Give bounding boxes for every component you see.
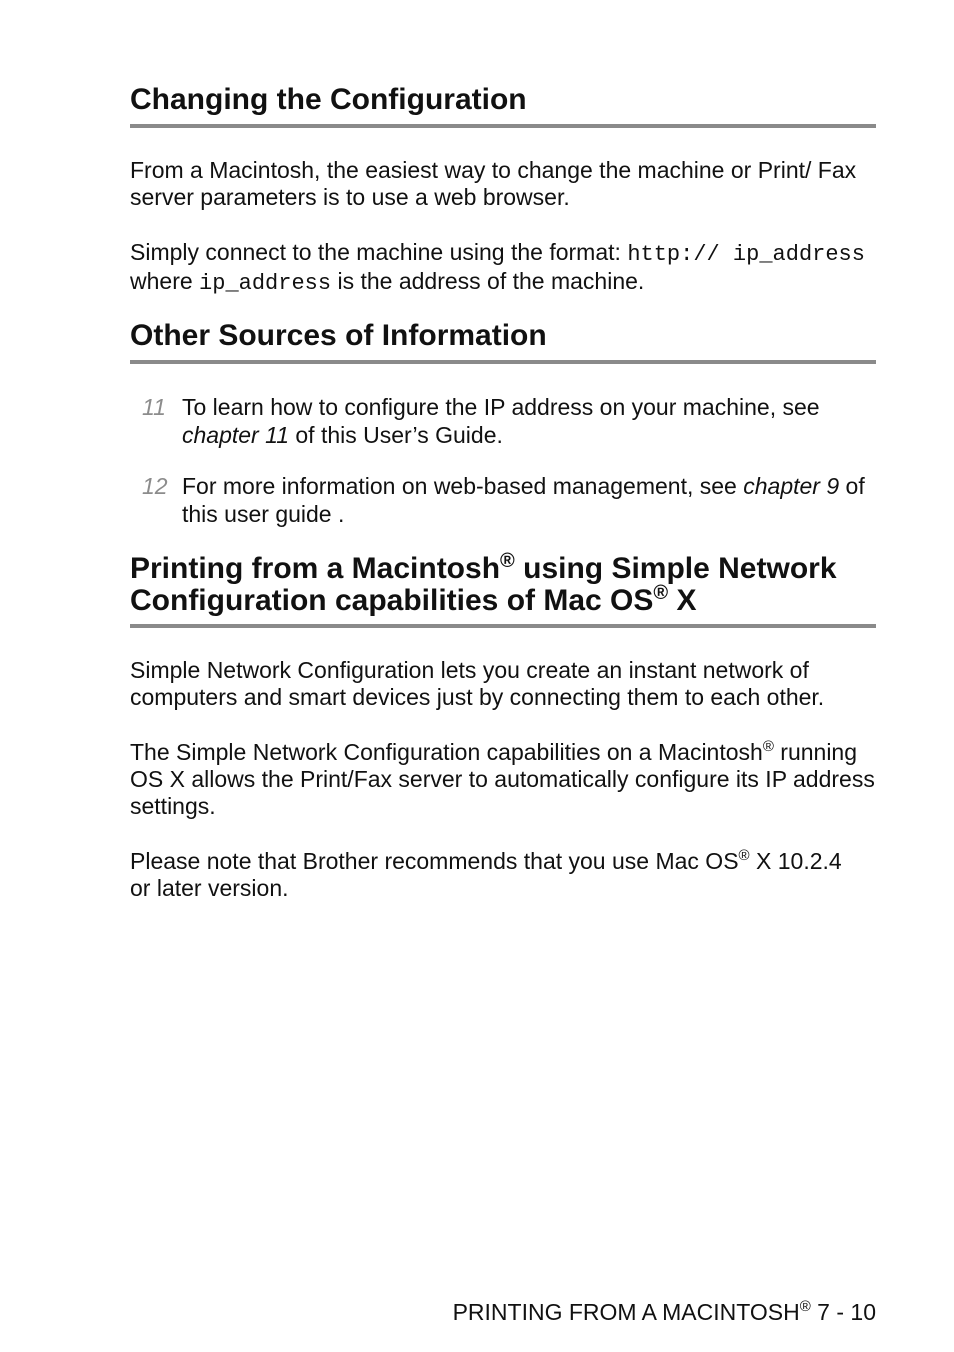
ip-address-code: ip_address bbox=[199, 271, 332, 296]
paragraph-capabilities bbox=[130, 739, 876, 820]
paragraph-web-browser bbox=[130, 157, 876, 211]
paragraph-text: running OS X allows the Print/Fax server to automatically configure its IP address settings. bbox=[130, 739, 875, 819]
paragraph-text: Please note that Brother recommends that you use Mac OS bbox=[130, 848, 739, 874]
paragraph-text: where bbox=[130, 268, 200, 294]
registered-mark: ® bbox=[799, 1298, 811, 1315]
chapter-reference: chapter 11 bbox=[182, 422, 289, 448]
step-text: of this User’s Guide. bbox=[288, 422, 503, 448]
step-item bbox=[130, 472, 876, 528]
paragraph-version-note bbox=[130, 848, 850, 902]
heading-text: X bbox=[668, 584, 697, 617]
registered-mark: ® bbox=[738, 847, 750, 864]
section-heading-other-sources: Other Sources of Information bbox=[130, 319, 547, 352]
heading-rule bbox=[130, 360, 876, 364]
paragraph-text: Simply connect to the machine using the format: bbox=[130, 239, 628, 265]
heading-text: using Simple Network Configuration capabilities of Mac OS bbox=[130, 552, 837, 617]
paragraph-text: Simple Network Configuration lets you create an instant network of computers and smart devices just by connecting them to each other. bbox=[130, 657, 825, 710]
footer-chapter-title: PRINTING FROM A MACINTOSH bbox=[452, 1299, 800, 1325]
paragraph-text: X 10.2.4 or later version. bbox=[130, 848, 842, 901]
heading-rule bbox=[130, 124, 876, 128]
step-text: of this user guide . bbox=[182, 473, 865, 527]
section-heading-printing-macintosh bbox=[130, 550, 876, 617]
heading-text: Printing from a Macintosh bbox=[130, 552, 501, 585]
paragraph-text: From a Macintosh, the easiest way to change the machine or Print/ Fax server parameters is to use a web browser. bbox=[130, 157, 857, 210]
registered-mark: ® bbox=[653, 582, 669, 604]
step-text: To learn how to configure the IP address on your machine, see bbox=[182, 394, 820, 420]
step-item bbox=[130, 393, 876, 449]
registered-mark: ® bbox=[500, 550, 515, 572]
registered-mark: ® bbox=[762, 738, 774, 755]
url-format: http:// ip_address bbox=[627, 242, 865, 267]
chapter-reference: chapter 9 bbox=[743, 473, 840, 499]
paragraph-text: is the address of the machine. bbox=[331, 268, 645, 294]
page-footer bbox=[453, 1298, 876, 1326]
step-text: For more information on web-based management, see bbox=[182, 473, 744, 499]
heading-rule bbox=[130, 624, 876, 628]
page-number: 7 - 10 bbox=[810, 1299, 876, 1325]
step-number: 11 bbox=[142, 394, 166, 420]
paragraph-text: The Simple Network Configuration capabilities on a Macintosh bbox=[130, 739, 763, 765]
step-number: 12 bbox=[142, 473, 168, 499]
paragraph-connect-format bbox=[130, 239, 876, 297]
section-heading-changing-configuration: Changing the Configuration bbox=[130, 83, 527, 116]
paragraph-simple-network bbox=[130, 657, 880, 711]
